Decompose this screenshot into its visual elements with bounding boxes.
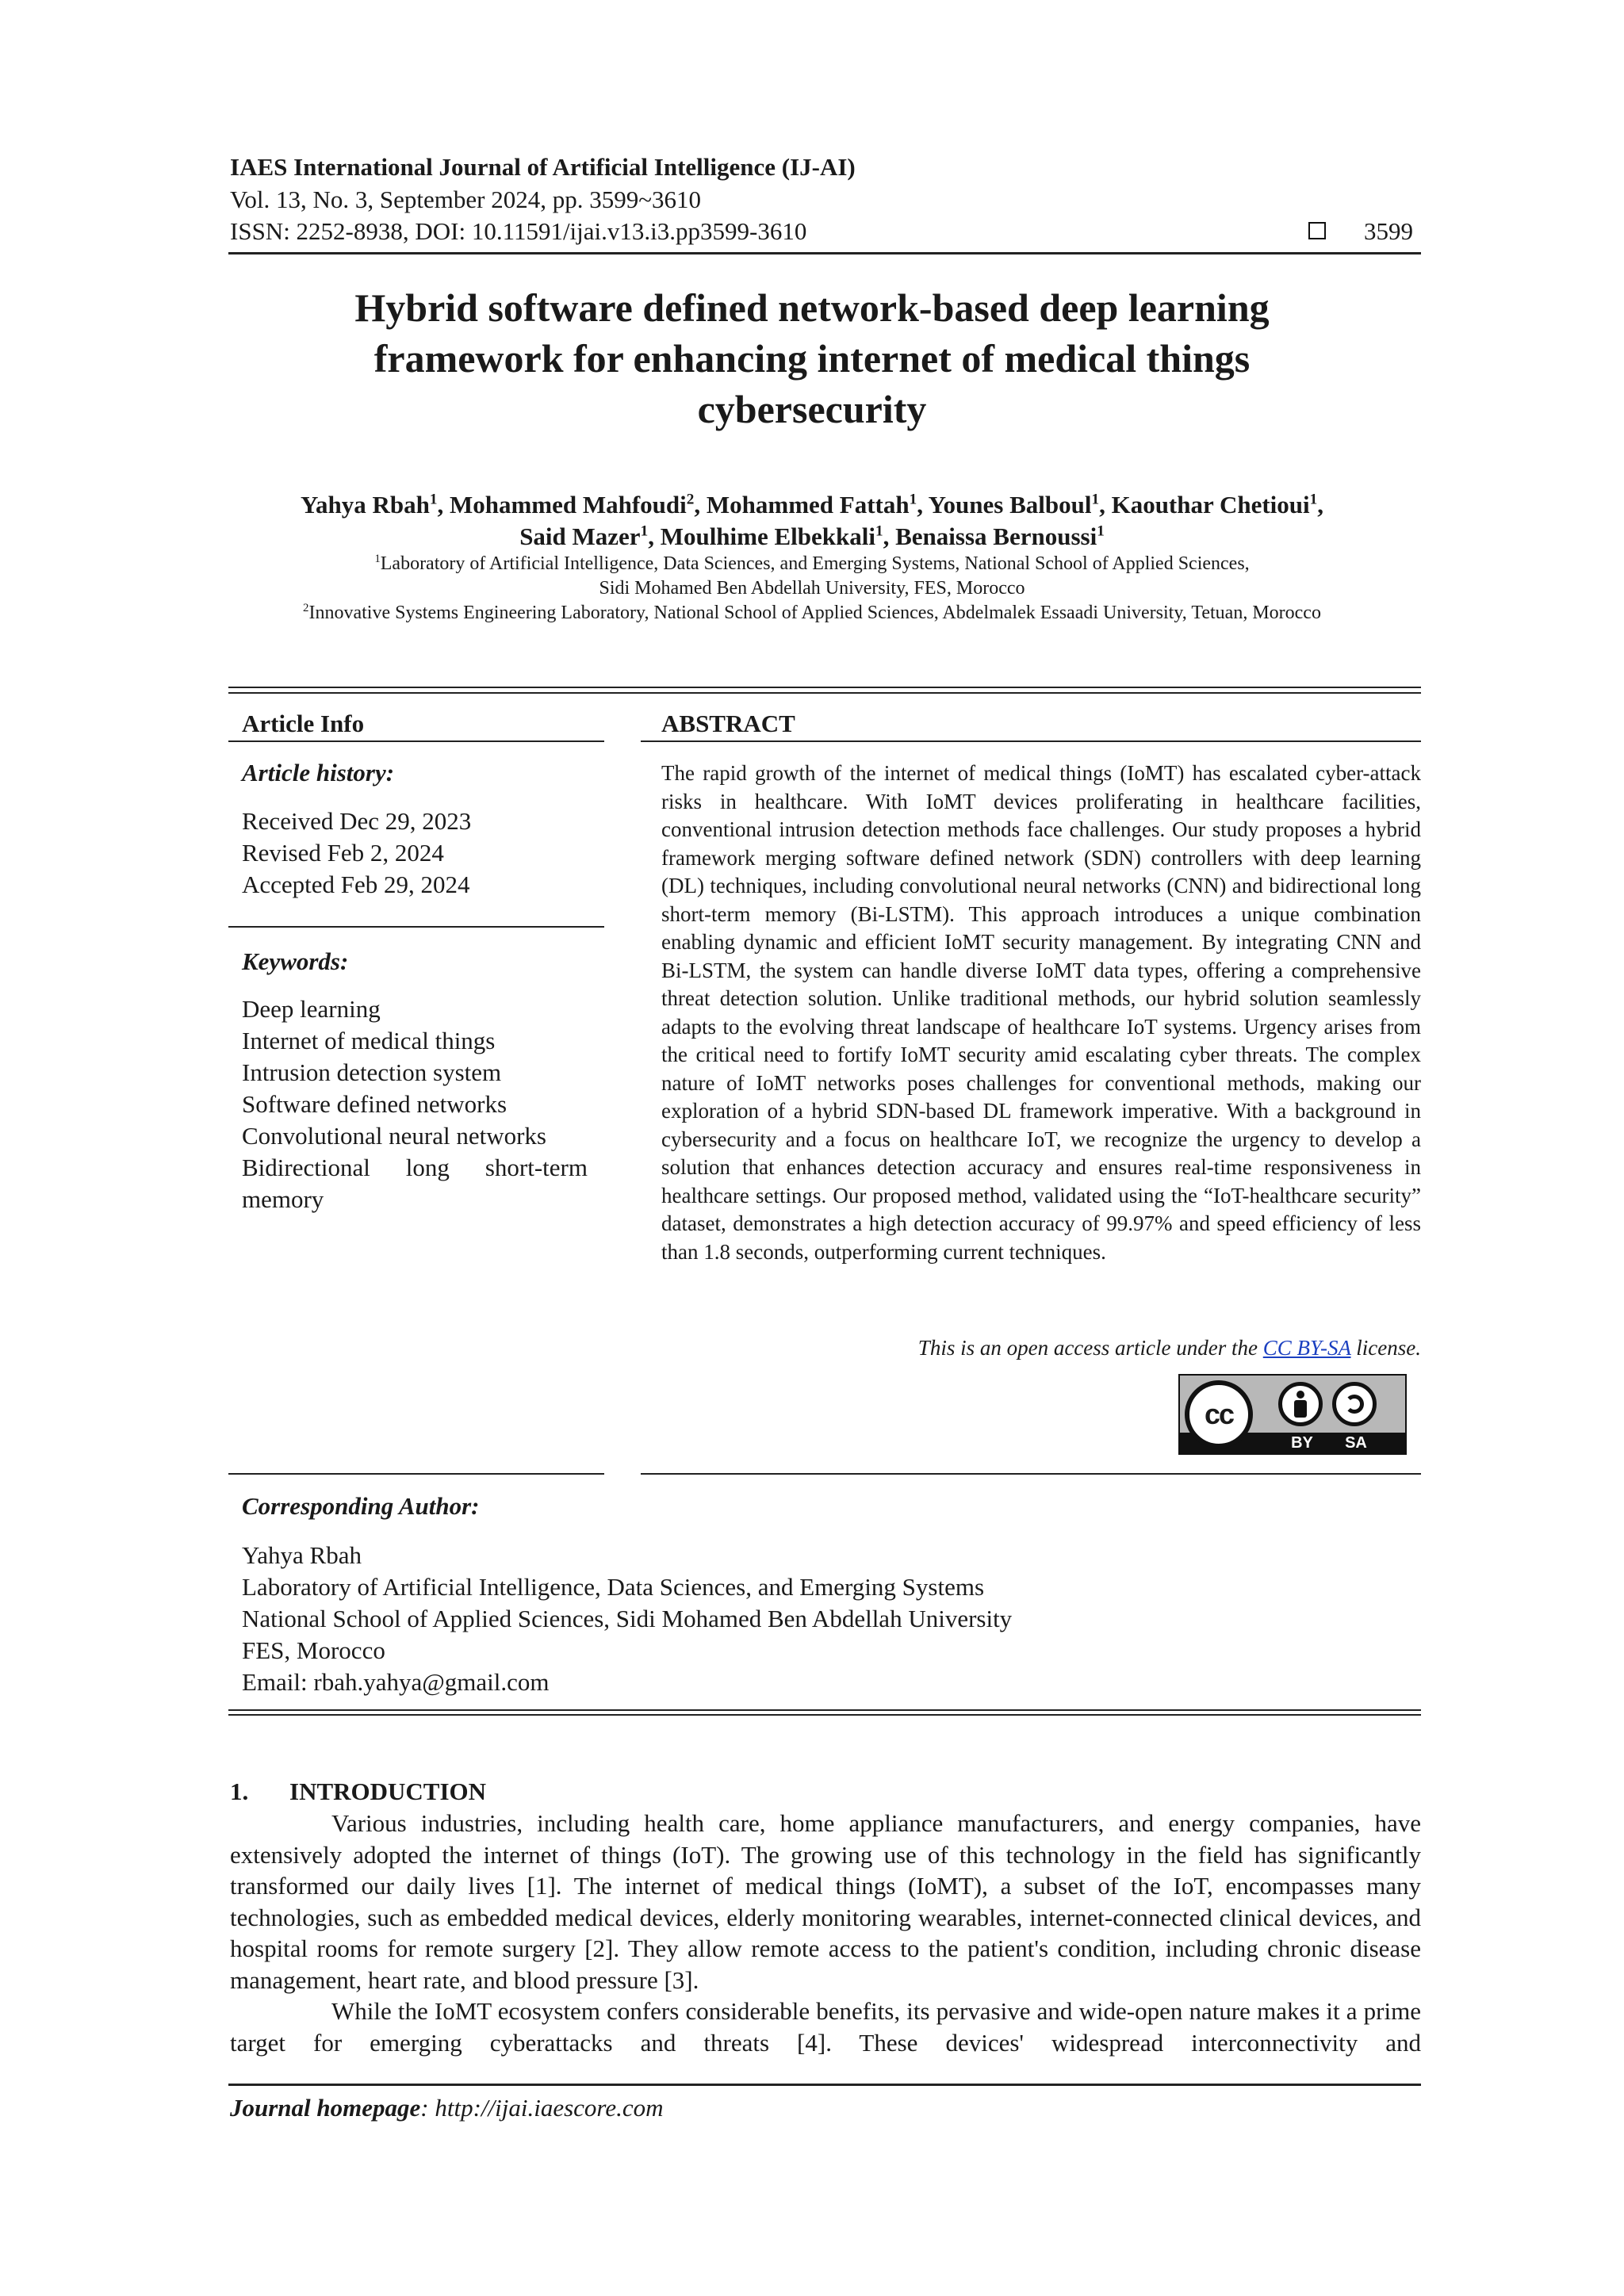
license-prefix: This is an open access article under the — [917, 1336, 1263, 1360]
issn-doi: ISSN: 2252-8938, DOI: 10.11591/ijai.v13.i3.pp3599-3610 — [230, 217, 807, 245]
introduction-body — [230, 1808, 1421, 2058]
affiliation-1-cont: Sidi Mohamed Ben Abdellah University, FES, Morocco — [599, 578, 1025, 599]
authors: Yahya Rbah$^1$, Mohammed Mahfoudi$^2$, Mohammed Fattah$^1$, Younes Balboul$^1$, Kaouthar Chetioui$^1$, Said Mazer$^1$, Moulhime Elbekkali$^1$, Benaissa Bernoussi$^1$ — [301, 491, 1323, 550]
affiliation-marker: 1 — [1097, 522, 1105, 540]
paragraph: Various industries, including health care, home appliance manufacturers, and energy companies, have extensively adopted the internet of things (IoT). The growing use of this technology in the field has significantly transformed our daily lives [1]. The internet of medical things (IoMT), a subset of the IoT, encompasses many technologies, such as embedded medical devices, elderly monitoring wearables, internet-connected clinical devices, and hospital rooms for remote surgery [2]. They allow remote access to the patient's condition, including chronic disease management, heart rate, and blood pressure [3]. — [230, 1809, 1421, 1994]
license-suffix: license. — [1350, 1336, 1421, 1360]
license-note — [661, 1334, 1421, 1362]
keyword: Software defined networks — [242, 1090, 508, 1118]
info-box-bottom-rule — [228, 1709, 1421, 1711]
history-rule — [228, 926, 604, 928]
article-info-rule — [228, 740, 604, 742]
square-box-icon — [1308, 222, 1326, 239]
affiliation-marker: 1 — [1091, 491, 1100, 508]
journal-name: IAES International Journal of Artificial Intelligence (IJ-AI) — [230, 153, 856, 181]
keyword: memory — [242, 1185, 324, 1213]
keywords-list — [242, 993, 588, 1215]
by-label: BY — [1291, 1434, 1313, 1452]
affiliation-marker: 1 — [875, 522, 883, 540]
affiliation-marker: 1 — [429, 491, 438, 508]
journal-homepage — [230, 2093, 663, 2123]
homepage-label: Journal homepage — [230, 2094, 421, 2122]
affiliation-marker: 2 — [686, 491, 695, 508]
affiliations — [159, 552, 1465, 626]
revised-date: Revised Feb 2, 2024 — [242, 839, 444, 867]
author-name: Moulhime Elbekkali — [660, 522, 875, 550]
footer-rule — [228, 2084, 1421, 2086]
page-number: 3599 — [1364, 217, 1413, 245]
author-name: Said Mazer — [519, 522, 641, 550]
affiliation-marker: 1 — [374, 553, 381, 565]
section-heading — [230, 1776, 486, 1808]
corresponding-heading: Corresponding Author: — [242, 1492, 480, 1520]
article-history-heading: Article history: — [242, 759, 395, 786]
keyword: Deep learning — [242, 995, 381, 1023]
keyword: Intrusion detection system — [242, 1058, 502, 1086]
license-link[interactable]: CC BY-SA — [1262, 1336, 1351, 1360]
cc-by-sa-badge — [1178, 1374, 1407, 1455]
abstract-rule — [641, 740, 1421, 742]
title-line-2: framework for enhancing internet of medical things — [373, 336, 1251, 381]
corresponding-name: Yahya Rbah — [242, 1541, 362, 1569]
keyword: Internet of medical things — [242, 1027, 496, 1054]
abstract-end-rule — [641, 1473, 1421, 1475]
cc-icon: cc — [1185, 1380, 1253, 1448]
section-rule-top-2 — [228, 692, 1421, 694]
info-box-bottom-rule-2 — [228, 1714, 1421, 1716]
author-name: Benaissa Bernoussi — [895, 522, 1097, 550]
section-title: INTRODUCTION — [289, 1777, 487, 1805]
share-alike-icon — [1332, 1382, 1377, 1426]
header-rule — [228, 252, 1421, 254]
sa-label: SA — [1345, 1434, 1367, 1452]
author-name: Younes Balboul — [928, 491, 1092, 519]
homepage-url[interactable]: : http://ijai.iaescore.com — [420, 2094, 664, 2122]
author-name: Kaouthar Chetioui — [1111, 491, 1310, 519]
article-history — [242, 806, 471, 901]
corresponding-address: Laboratory of Artificial Intelligence, Data Sciences, and Emerging Systems — [242, 1573, 985, 1601]
affiliation-marker: 1 — [640, 522, 649, 540]
title-line-3: cybersecurity — [697, 387, 927, 431]
affiliation-marker: 2 — [303, 602, 309, 614]
attribution-icon — [1278, 1382, 1323, 1426]
author-name: Yahya Rbah — [301, 491, 430, 519]
keyword: Bidirectional long short-term — [242, 1154, 588, 1181]
abstract-text: The rapid growth of the internet of medical things (IoMT) has escalated cyber-attack risks in healthcare. With IoMT devices proliferating in healthcare facilities, conventional intrusion detection methods face challenges. Our study proposes a hybrid framework merging software defined network (SDN) controllers with deep learning (DL) techniques, including convolutional neural networks (CNN) and bidirectional long short-term memory (Bi-LSTM). This approach introduces a unique combination enabling dynamic and efficient IoMT security management. By integrating CNN and Bi-LSTM, the system can handle diverse IoMT data types, offering a comprehensive threat detection solution. Unlike traditional methods, our hybrid solution seamlessly adapts to the evolving threat landscape of healthcare IoT systems. Urgency arises from the critical need to fortify IoMT security amid escalating cyber threats. The complex nature of IoMT networks poses challenges for conventional methods, making our exploration of a hybrid SDN-based DL framework imperative. With a background in cybersecurity and a focus on healthcare IoT, we recognize the urgency to develop a solution that enhances detection accuracy and ensures real-time responsiveness in healthcare settings. Our proposed method, validated using the “IoT-healthcare security” dataset, demonstrates a high detection accuracy of 99.97% and speed efficiency of less than 1.8 seconds, outperforming current techniques. — [661, 761, 1421, 1264]
affiliation-marker: 1 — [909, 491, 917, 508]
article-info-heading: Article Info — [242, 710, 365, 737]
corresponding-author — [242, 1540, 1012, 1698]
affiliation-marker: 1 — [1309, 491, 1318, 508]
keywords-heading: Keywords: — [242, 947, 349, 975]
volume-info: Vol. 13, No. 3, September 2024, pp. 3599~3610 — [230, 186, 701, 213]
accepted-date: Accepted Feb 29, 2024 — [242, 871, 470, 898]
affiliation-1: Laboratory of Artificial Intelligence, Data Sciences, and Emerging Systems, National School of Applied Sciences, — [380, 553, 1250, 574]
affiliation-2: Innovative Systems Engineering Laboratory, National School of Applied Sciences, Abdelmalek Essaadi University, Tetuan, Morocco — [308, 603, 1321, 623]
title-line-1: Hybrid software defined network-based deep learning — [354, 285, 1270, 330]
paper-title — [159, 282, 1465, 434]
abstract-heading: ABSTRACT — [661, 710, 795, 737]
author-name: Mohammed Mahfoudi — [449, 491, 687, 519]
corresponding-address: FES, Morocco — [242, 1636, 385, 1664]
corresponding-address: National School of Applied Sciences, Sidi Mohamed Ben Abdellah University — [242, 1605, 1013, 1632]
article-info-end-rule — [228, 1473, 604, 1475]
received-date: Received Dec 29, 2023 — [242, 807, 472, 835]
corresponding-email: Email: rbah.yahya@gmail.com — [242, 1668, 550, 1696]
keyword: Convolutional neural networks — [242, 1122, 546, 1150]
author-name: Mohammed Fattah — [706, 491, 910, 519]
paragraph: While the IoMT ecosystem confers considerable benefits, its pervasive and wide-open nature makes it a prime target for emerging cyberattacks and threats [4]. These devices' widespread interconnectivity and — [230, 1997, 1421, 2057]
section-rule-top — [228, 687, 1421, 688]
section-number: 1. — [230, 1777, 249, 1805]
